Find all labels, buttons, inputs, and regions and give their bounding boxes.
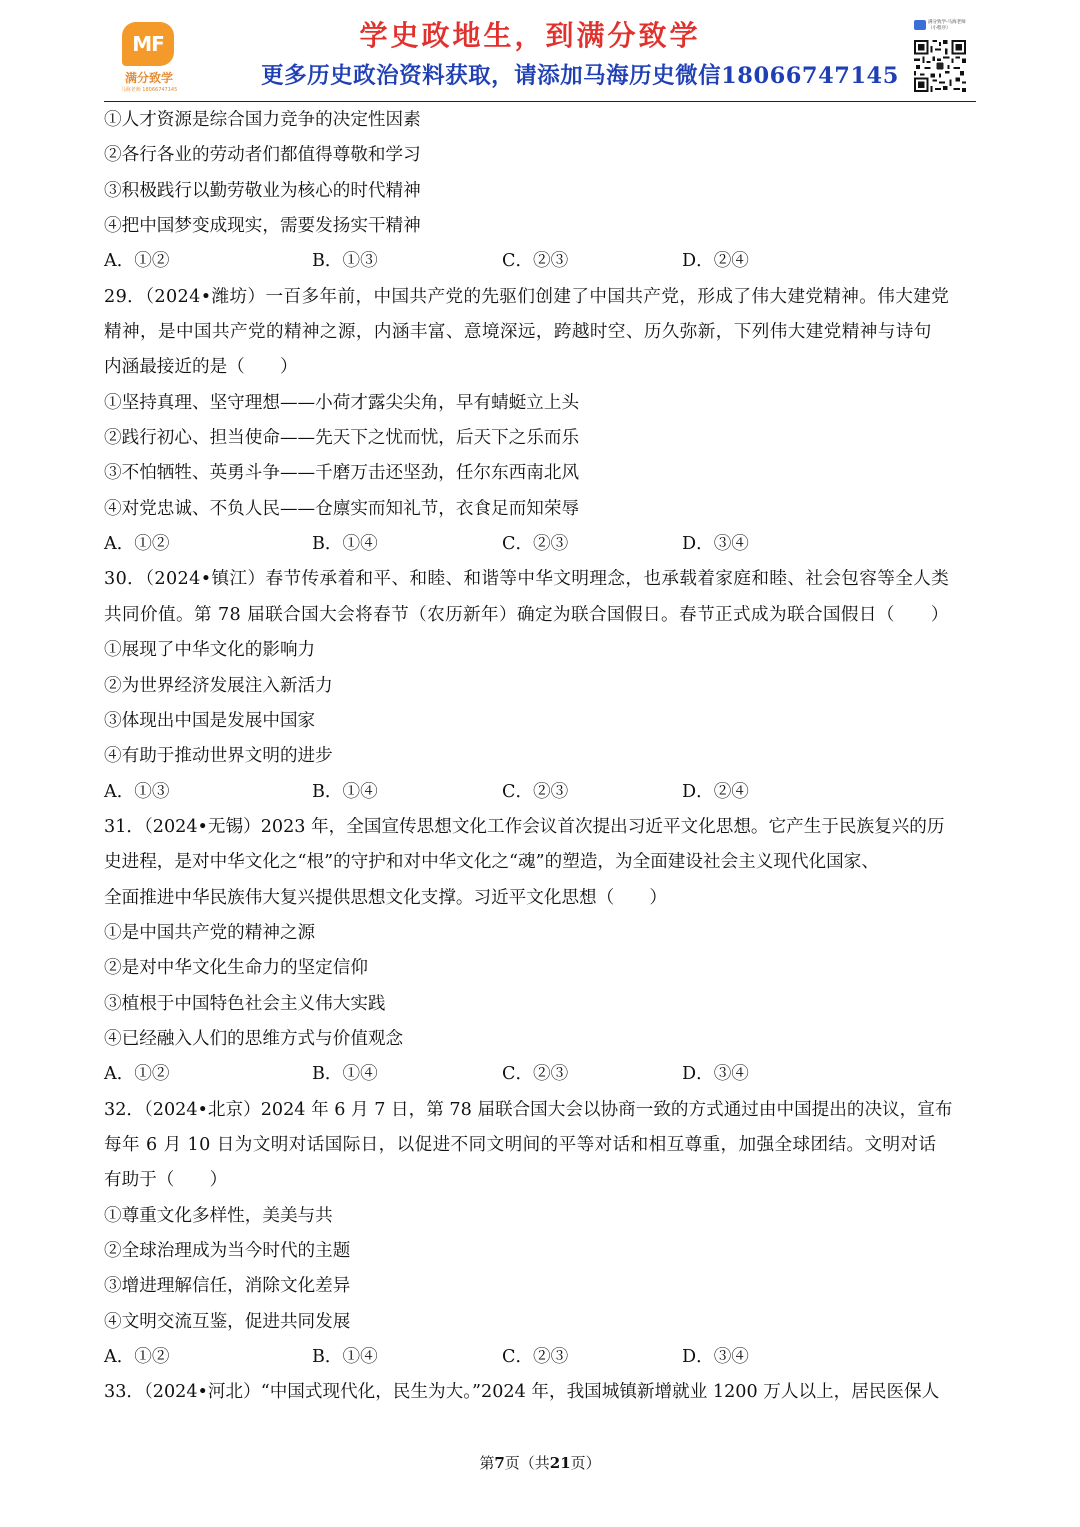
logo-badge: MF [122, 22, 174, 66]
option-a: A．①② [104, 251, 170, 272]
answer-options [104, 244, 978, 279]
choice-item: ④有助于推动世界文明的进步 [104, 746, 333, 767]
question-32 [104, 1093, 978, 1376]
option-c: C．②③ [502, 251, 569, 272]
option-b: B．①③ [312, 251, 378, 272]
question-31 [104, 810, 978, 1093]
miniprogram-icon [914, 20, 926, 30]
question-stem: 32．（2024•北京）2024 年 6 月 7 日，第 78 届联合国大会以协商一致的方式通过由中国提出的决议，宣布 [104, 1099, 953, 1120]
option-d: D．③④ [682, 1347, 749, 1368]
choice-item: ③积极践行以勤劳敬业为核心的时代精神 [104, 180, 421, 201]
page-number: 7 [494, 1454, 505, 1472]
option-c: C．②③ [502, 1347, 569, 1368]
question-29 [104, 280, 978, 563]
question-30 [104, 562, 978, 809]
question-stem: 共同价值。第 78 届联合国大会将春节（农历新年）确定为联合国假日。春节正式成为联合国假日（ ） [104, 604, 949, 625]
question-stem: 33．（2024•河北）“中国式现代化，民生为大。”2024 年，我国城镇新增就业 1200 万人以上，居民医保人 [104, 1382, 940, 1403]
question-stem: 29．（2024•潍坊）一百多年前，中国共产党的先驱们创建了中国共产党，形成了伟大建党精神。伟大建党 [104, 286, 950, 307]
question-stem: 精神，是中国共产党的精神之源，内涵丰富、意境深远，跨越时空、历久弥新，下列伟大建党精神与诗句 [104, 322, 932, 343]
answer-options [104, 775, 978, 810]
choice-item: ①坚持真理、坚守理想——小荷才露尖尖角，早有蜻蜓立上头 [104, 392, 580, 413]
question-stem: 每年 6 月 10 日为文明对话国际日，以促进不同文明间的平等对话和相互尊重，加强全球团结。文明对话 [104, 1134, 937, 1155]
page-total: 21 [549, 1454, 571, 1472]
choice-item: ①是中国共产党的精神之源 [104, 922, 316, 943]
question-28-continued [104, 103, 978, 280]
page-header [0, 0, 1080, 104]
option-b: B．①④ [312, 1347, 378, 1368]
header-rule [104, 101, 976, 102]
question-stem: 30．（2024•镇江）春节传承着和平、和睦、和谐等中华文明理念，也承载着家庭和睦、社会包容等全人类 [104, 569, 950, 590]
footer-middle: 页（共 [504, 1454, 550, 1472]
option-a: A．①② [104, 534, 170, 555]
option-b: B．①④ [312, 781, 378, 802]
option-b: B．①④ [312, 534, 378, 555]
option-d: D．③④ [682, 1064, 749, 1085]
qr-code-icon [914, 40, 966, 92]
choice-item: ④已经融入人们的思维方式与价值观念 [104, 1028, 404, 1049]
answer-options [104, 527, 978, 562]
option-b: B．①④ [312, 1064, 378, 1085]
choice-item: ②是对中华文化生命力的坚定信仰 [104, 958, 368, 979]
option-d: D．②④ [682, 781, 749, 802]
question-33 [104, 1375, 978, 1410]
footer-prefix: 第 [479, 1454, 495, 1472]
document-body [104, 103, 978, 1411]
choice-item: ②各行各业的劳动者们都值得尊敬和学习 [104, 145, 421, 166]
choice-item: ③体现出中国是发展中国家 [104, 710, 316, 731]
choice-item: ①人才资源是综合国力竞争的决定性因素 [104, 110, 421, 130]
option-a: A．①③ [104, 781, 170, 802]
choice-item: ①展现了中华文化的影响力 [104, 640, 316, 661]
choice-item: ②全球治理成为当今时代的主题 [104, 1241, 351, 1261]
header-slogan: 学史政地生，到满分致学 [359, 19, 701, 52]
choice-item: ④把中国梦变成现实，需要发扬实干精神 [104, 216, 421, 237]
answer-options [104, 1340, 978, 1375]
option-d: D．②④ [682, 251, 749, 272]
question-stem: 31．（2024•无锡）2023 年，全国宣传思想文化工作会议首次提出习近平文化思想。它产生于民族复兴的历 [104, 816, 945, 837]
qr-caption-text: 满分致学-马海老师（小程序） [928, 20, 966, 31]
choice-item: ③植根于中国特色社会主义伟大实践 [104, 993, 386, 1014]
page-footer [0, 1452, 1080, 1473]
choice-item: ③不怕牺牲、英勇斗争——千磨万击还坚劲，任尔东西南北风 [104, 463, 580, 484]
qr-caption [914, 20, 970, 38]
choice-item: ②践行初心、担当使命——先天下之忧而忧，后天下之乐而乐 [104, 428, 580, 449]
logo-name: 满分致学 [124, 71, 173, 85]
header-contact: 更多历史政治资料获取，请添加马海历史微信18066747145 [261, 63, 899, 89]
footer-suffix: 页） [570, 1454, 601, 1472]
option-a: A．①② [104, 1064, 170, 1085]
option-c: C．②③ [502, 1064, 569, 1085]
option-a: A．①② [104, 1347, 170, 1368]
question-stem: 内涵最接近的是（ ） [104, 357, 298, 378]
answer-options [104, 1057, 978, 1092]
option-c: C．②③ [502, 781, 569, 802]
question-stem: 全面推进中华民族伟大复兴提供思想文化支撑。习近平文化思想（ ） [104, 887, 668, 908]
choice-item: ④对党忠诚、不负人民——仓廪实而知礼节，衣食足而知荣辱 [104, 498, 580, 519]
option-c: C．②③ [502, 534, 569, 555]
choice-item: ②为世界经济发展注入新活力 [104, 675, 333, 696]
choice-item: ③增进理解信任，消除文化差异 [104, 1276, 351, 1297]
question-stem: 史进程，是对中华文化之“根”的守护和对中华文化之“魂”的塑造，为全面建设社会主义现代化国家、 [104, 852, 879, 873]
choice-item: ④文明交流互鉴，促进共同发展 [104, 1311, 351, 1332]
question-stem: 有助于（ ） [104, 1170, 228, 1191]
brand-logo [114, 22, 184, 98]
choice-item: ①尊重文化多样性，美美与共 [104, 1205, 333, 1226]
logo-subtitle: 马海老师 18066747145 [120, 87, 178, 93]
option-d: D．③④ [682, 534, 749, 555]
